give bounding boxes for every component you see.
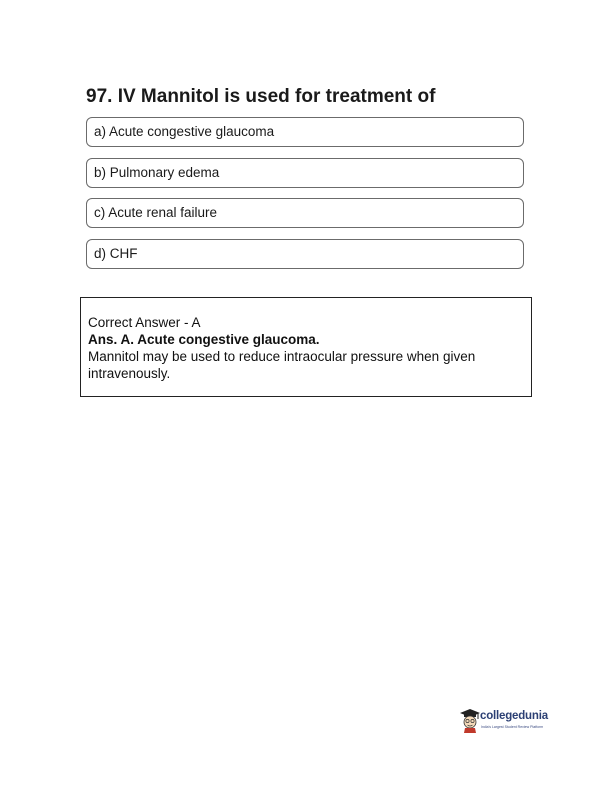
logo-wordmark: collegedunia [480,710,548,722]
correct-answer-line: Correct Answer - A [88,315,201,330]
graduate-mascot-icon [459,707,481,733]
answer-statement: Ans. A. Acute congestive glaucoma. [88,332,320,347]
option-a[interactable]: a) Acute congestive glaucoma [86,117,524,147]
collegedunia-logo [459,707,559,737]
answer-box [80,297,532,397]
question-title: 97. IV Mannitol is used for treatment of [86,86,436,107]
logo-tagline: India's Largest Student Review Platform [481,725,544,729]
option-d[interactable]: d) CHF [86,239,524,269]
option-c[interactable]: c) Acute renal failure [86,198,524,228]
option-b[interactable]: b) Pulmonary edema [86,158,524,188]
answer-explanation: Mannitol may be used to reduce intraocular pressure when given intravenously. [88,349,476,381]
